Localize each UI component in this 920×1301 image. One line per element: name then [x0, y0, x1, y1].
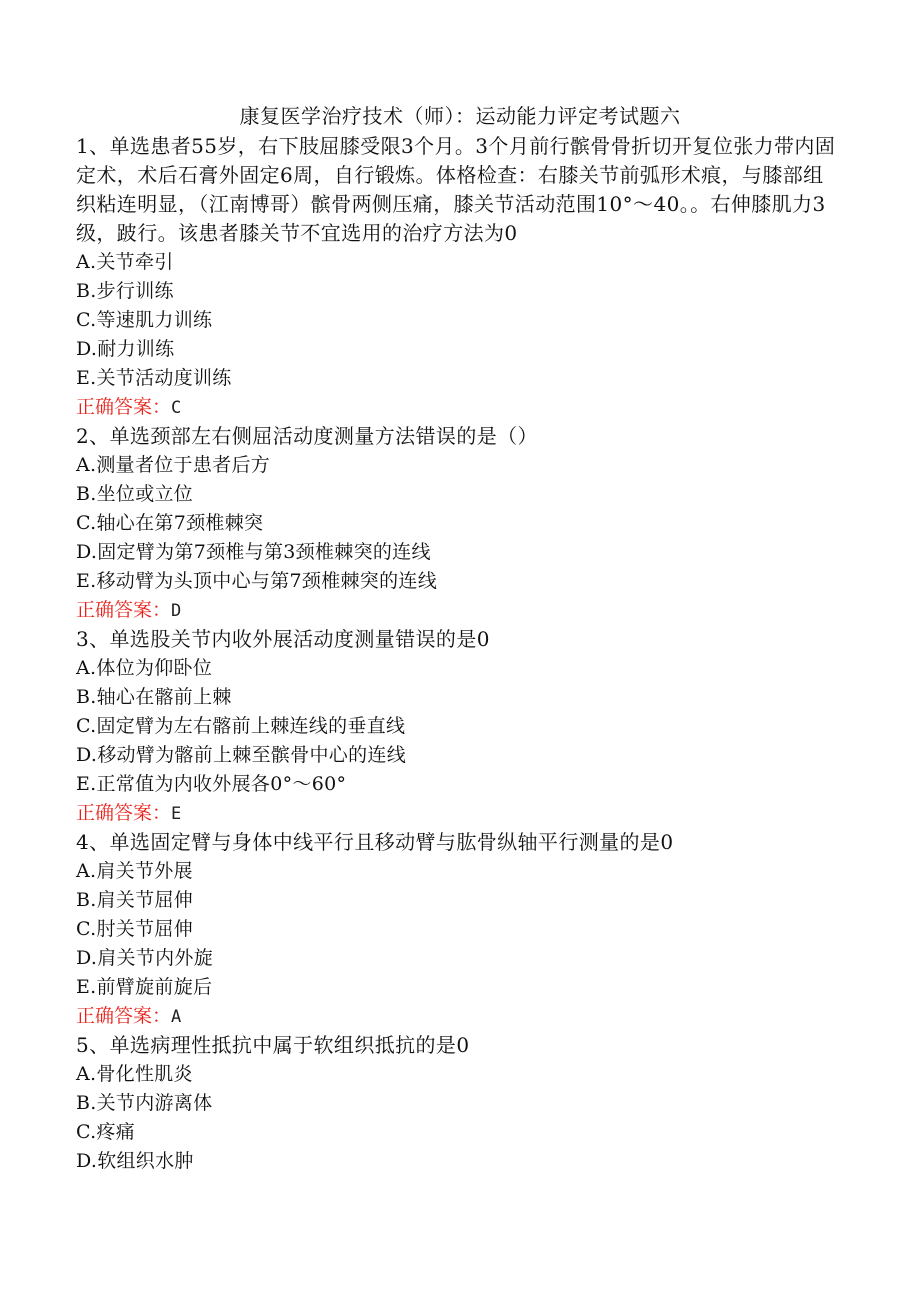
- option-d: D.肩关节内外旋: [76, 947, 213, 969]
- option-e: E.关节活动度训练: [76, 367, 232, 389]
- answer-value: E: [171, 804, 182, 824]
- option-b: B.肩关节屈伸: [76, 889, 194, 911]
- document-title: 康复医学治疗技术（师）：运动能力评定考试题六: [239, 104, 681, 128]
- question-5: [76, 1031, 836, 1176]
- answer-label: 正确答案：: [76, 802, 172, 824]
- question-text: 3、单选股关节内收外展活动度测量错误的是0: [76, 627, 490, 651]
- option-e: E.移动臂为头顶中心与第7颈椎棘突的连线: [76, 570, 437, 592]
- option-d: D.耐力训练: [76, 338, 175, 360]
- question-text: 1、单选患者55岁，右下肢屈膝受限3个月。3个月前行髌骨骨折切开复位张力带内固定术，术后石膏外固定6周，自行锻炼。体格检查：右膝关节前弧形术痕，与膝部组织粘连明显，（江南博哥）髌骨两侧压痛，膝关节活动范围10°～40。。右伸膝肌力3级，跛行。该患者膝关节不宜选用的治疗方法为0: [76, 134, 836, 245]
- correct-answer: [76, 799, 836, 828]
- option-a: A.肩关节外展: [76, 860, 193, 882]
- answer-label: 正确答案：: [76, 599, 172, 621]
- answer-value: D: [171, 601, 182, 621]
- question-2: [76, 422, 836, 625]
- question-text: 4、单选固定臂与身体中线平行且移动臂与肱骨纵轴平行测量的是0: [76, 830, 674, 854]
- option-b: B.轴心在髂前上棘: [76, 686, 232, 708]
- correct-answer: [76, 1002, 836, 1031]
- option-d: D.移动臂为髂前上棘至髌骨中心的连线: [76, 744, 406, 766]
- option-c: C.肘关节屈伸: [76, 918, 194, 940]
- question-4: [76, 828, 836, 1031]
- option-e: E.正常值为内收外展各0°～60°: [76, 773, 347, 795]
- option-d: D.固定臂为第7颈椎与第3颈椎棘突的连线: [76, 541, 431, 563]
- option-a: A.体位为仰卧位: [76, 657, 213, 679]
- answer-label: 正确答案：: [76, 1005, 172, 1027]
- option-b: B.步行训练: [76, 280, 174, 302]
- answer-value: C: [171, 398, 182, 418]
- question-text: 2、单选颈部左右侧屈活动度测量方法错误的是（）: [76, 424, 538, 448]
- question-list: [76, 132, 836, 1176]
- option-b: B.关节内游离体: [76, 1092, 213, 1114]
- option-c: C.轴心在第7颈椎棘突: [76, 512, 264, 534]
- option-d: D.软组织水肿: [76, 1150, 194, 1172]
- option-a: A.骨化性肌炎: [76, 1063, 193, 1085]
- option-c: C.等速肌力训练: [76, 309, 213, 331]
- option-e: E.前臂旋前旋后: [76, 976, 213, 998]
- option-a: A.测量者位于患者后方: [76, 454, 271, 476]
- correct-answer: [76, 393, 836, 422]
- question-3: [76, 625, 836, 828]
- option-c: C.疼痛: [76, 1121, 136, 1143]
- option-c: C.固定臂为左右髂前上棘连线的垂直线: [76, 715, 406, 737]
- question-text: 5、单选病理性抵抗中属于软组织抵抗的是0: [76, 1033, 470, 1057]
- option-b: B.坐位或立位: [76, 483, 194, 505]
- question-1: [76, 132, 836, 422]
- answer-label: 正确答案：: [76, 396, 172, 418]
- correct-answer: [76, 596, 836, 625]
- option-a: A.关节牵引: [76, 251, 174, 273]
- answer-value: A: [171, 1007, 182, 1027]
